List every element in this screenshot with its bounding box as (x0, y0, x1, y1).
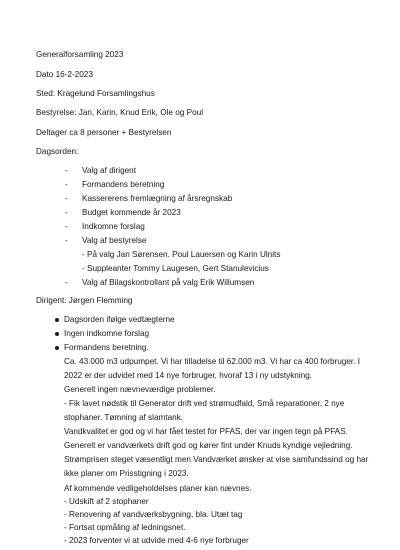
report-line: Strømprisen steget væsentligt men Vandværket ønsker at vise samfundssind og har (64, 455, 369, 464)
agenda-item (0, 208, 400, 220)
agenda-heading: Dagsorden: (36, 147, 79, 156)
agenda-dash: - (65, 208, 68, 217)
agenda-sub-item (0, 250, 400, 262)
agenda-item-text: Valg af bestyrelse (82, 236, 147, 245)
bullet-dot-icon (55, 318, 59, 322)
agenda-dash: - (65, 278, 68, 287)
agenda-sub-item-text: - På valg Jan Sørensen. Poul Lauersen og Karin Ulnits (82, 250, 281, 259)
report-line: Generelt ingen nævneværdige problemer. (64, 385, 216, 394)
dirigent-line: Dirigent: Jørgen Flemming (36, 296, 133, 305)
bullet-item (0, 315, 400, 327)
report-line: Vandkvalitet er god og vi har fået testet for PFAS, der var ingen tegn på PFAS. (64, 427, 348, 436)
agenda-item (0, 166, 400, 178)
maintenance-item: - 2023 forventer vi at udvide med 4-6 nye forbruger (64, 536, 249, 545)
agenda-sub-item (0, 264, 400, 276)
bullet-dot-icon (55, 332, 59, 336)
agenda-item-text: Budget kommende år 2023 (82, 208, 181, 217)
report-line: ikke planer om Prisstigning i 2023. (64, 469, 189, 478)
meeting-date: Dato 16-2-2023 (36, 70, 93, 79)
agenda-item (0, 222, 400, 234)
agenda-item (0, 194, 400, 206)
maintenance-item: - Fortsat opmåling af ledningsnet. (64, 523, 186, 532)
maintenance-heading: Af kommende vedligeholdelses planer kan nævnes. (64, 484, 252, 493)
document-title: Generalforsamling 2023 (36, 50, 124, 59)
agenda-item-text: Kassererens fremlægning af årsregnskab (82, 194, 233, 203)
agenda-dash: - (65, 222, 68, 231)
report-line: Generelt er vandværkets drift god og kører fint under Knuds kyndige vejledning. (64, 441, 353, 450)
agenda-dash: - (65, 236, 68, 245)
bullet-item (0, 329, 400, 341)
board-members: Bestyrelse: Jan, Karin, Knud Erik, Ole og Poul (36, 108, 204, 117)
maintenance-item: - Renovering af vandværksbygning, bla. Utæt tag (64, 510, 243, 519)
bullet-text: Formandens beretning. (64, 343, 149, 352)
bullet-text: Ingen indkomne forslag (64, 329, 150, 338)
agenda-dash: - (65, 180, 68, 189)
agenda-dash: - (65, 166, 68, 175)
agenda-item (0, 180, 400, 192)
bullet-item (0, 343, 400, 355)
agenda-item-text: Valg af dirigent (82, 166, 137, 175)
agenda-sub-item-text: - Suppleanter Tommy Laugesen, Gert Stanulevicius (82, 264, 269, 273)
agenda-item (0, 278, 400, 290)
participants: Deltager ca 8 personer + Bestyrelsen (36, 128, 172, 137)
bullet-dot-icon (55, 346, 59, 350)
agenda-item-text: Valg af Bilagskontrollant på valg Erik Willumsen (82, 278, 255, 287)
report-line: - Fik lavet nødstik til Generator drift ved strømudfald, Små reparationer. 2 nye (64, 399, 345, 408)
agenda-item (0, 236, 400, 248)
maintenance-item: - Udskift af 2 stophaner (64, 497, 149, 506)
report-line: 2022 er der udvidet med 14 nye forbruger, hvoraf 13 i ny udstykning. (64, 371, 313, 380)
agenda-dash: - (65, 194, 68, 203)
agenda-item-text: Indkomne forslag (82, 222, 145, 231)
bullet-text: Dagsorden ifølge vedtægterne (64, 315, 175, 324)
agenda-item-text: Formandens beretning (82, 180, 165, 189)
report-line: stophaner. Tømning af slamtank. (64, 413, 184, 422)
report-line: Ca. 43.000 m3 udpumpet. Vi har tilladelse til 62.000 m3. Vi har ca 400 forbruger. I (64, 357, 360, 366)
meeting-place: Sted: Kragelund Forsamlingshus (36, 89, 155, 98)
